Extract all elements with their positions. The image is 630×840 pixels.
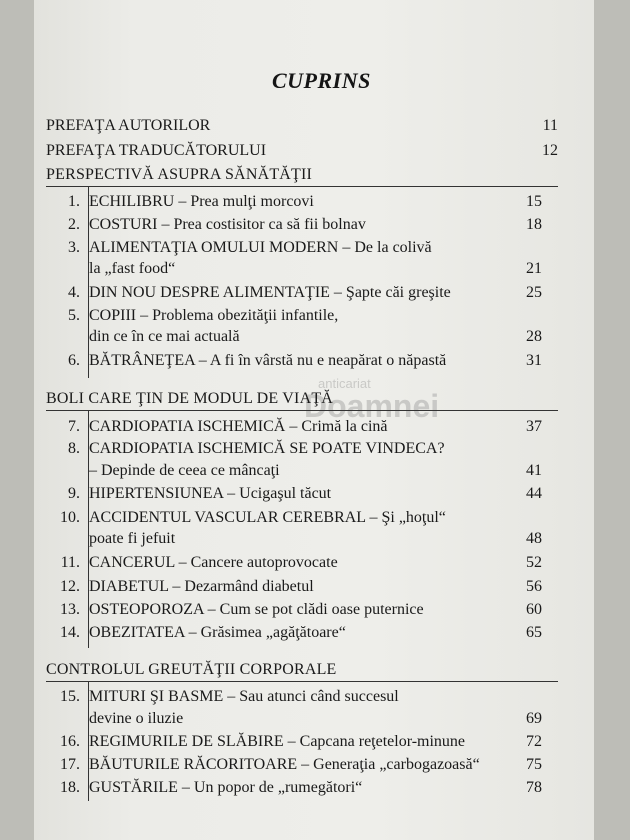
entry-label: PREFAŢA AUTORILOR: [46, 117, 211, 134]
entry-label: DIABETUL – Dezarmând diabetul: [89, 578, 314, 595]
entry-number: 13.: [60, 601, 80, 618]
entry-number: 1.: [68, 193, 80, 210]
entry-number: 9.: [68, 485, 80, 502]
entry-label: DIN NOU DESPRE ALIMENTAŢIE – Şapte căi greşite: [89, 284, 451, 301]
page-title: CUPRINS: [272, 68, 371, 93]
toc-entry-authors-preface[interactable]: [46, 117, 558, 135]
entry-number: 4.: [68, 284, 80, 301]
entry-label-continued: – Depinde de ceea ce mâncaţi: [89, 462, 280, 479]
entry-page: 12: [542, 142, 558, 159]
entry-label-continued: din ce în ce mai actuală: [89, 328, 240, 345]
entry-page: 21: [526, 260, 542, 277]
entry-label: COPIII – Problema obezităţii infantile,: [89, 307, 339, 324]
entry-page: 25: [526, 284, 542, 301]
entry-number: 11.: [60, 554, 80, 571]
entry-label-continued: poate fi jefuit: [89, 530, 176, 547]
entry-label: OBEZITATEA – Grăsimea „agăţătoare“: [89, 624, 346, 641]
entry-number: 18.: [60, 779, 80, 796]
entry-page: 48: [526, 530, 542, 547]
entry-label: CARDIOPATIA ISCHEMICĂ SE POATE VINDECA?: [89, 440, 445, 457]
section-vertical-rule: [88, 186, 89, 378]
entry-page: 11: [542, 117, 558, 134]
table-of-contents: [34, 0, 594, 840]
section-divider: [46, 410, 558, 411]
entry-page: 69: [526, 710, 542, 727]
entry-label: GUSTĂRILE – Un popor de „rumegători“: [89, 779, 363, 796]
entry-number: 6.: [68, 352, 80, 369]
entry-page: 15: [526, 193, 542, 210]
entry-number: 14.: [60, 624, 80, 641]
entry-label-continued: la „fast food“: [89, 260, 176, 277]
entry-number: 12.: [60, 578, 80, 595]
entry-label: REGIMURILE DE SLĂBIRE – Capcana reţetelor-minune: [89, 733, 466, 750]
entry-label: ALIMENTAŢIA OMULUI MODERN – De la colivă: [89, 239, 432, 256]
section-heading-weight-control: CONTROLUL GREUTĂŢII CORPORALE: [46, 661, 337, 678]
book-page: [34, 0, 594, 840]
watermark-small: anticariat: [318, 376, 371, 391]
entry-number: 3.: [68, 239, 80, 256]
entry-page: 56: [526, 578, 542, 595]
entry-number: 15.: [60, 688, 80, 705]
entry-label: COSTURI – Prea costisitor ca să fii bolnav: [89, 216, 366, 233]
entry-label: BĂUTURILE RĂCORITOARE – Generaţia „carbogazoasă“: [89, 756, 480, 773]
entry-number: 2.: [68, 216, 80, 233]
entry-page: 60: [526, 601, 542, 618]
watermark-big: Doamnei: [304, 388, 440, 424]
entry-label-continued: devine o iluzie: [89, 710, 184, 727]
entry-label: MITURI ŞI BASME – Sau atunci când succesul: [89, 688, 399, 705]
entry-page: 18: [526, 216, 542, 233]
section-divider: [46, 681, 558, 682]
entry-page: 65: [526, 624, 542, 641]
entry-page: 52: [526, 554, 542, 571]
entry-page: 41: [526, 462, 542, 479]
section-heading-health-perspective: PERSPECTIVĂ ASUPRA SĂNĂTĂŢII: [46, 166, 313, 183]
entry-label: CARDIOPATIA ISCHEMICĂ – Crimă la cină: [89, 418, 388, 435]
section-heading-lifestyle-diseases: BOLI CARE ŢIN DE MODUL DE VIAŢĂ: [46, 390, 334, 407]
entry-page: 78: [526, 779, 542, 796]
entry-label: ECHILIBRU – Prea mulţi morcovi: [89, 193, 314, 210]
entry-number: 7.: [68, 418, 80, 435]
entry-page: 75: [526, 756, 542, 773]
entry-label: OSTEOPOROZA – Cum se pot clădi oase puternice: [89, 601, 424, 618]
entry-label: CANCERUL – Cancere autoprovocate: [89, 554, 338, 571]
entry-number: 10.: [60, 509, 80, 526]
entry-page: 44: [526, 485, 542, 502]
section-divider: [46, 186, 558, 187]
entry-page: 31: [526, 352, 542, 369]
entry-label: PREFAŢA TRADUCĂTORULUI: [46, 142, 267, 159]
entry-label: BĂTRÂNEŢEA – A fi în vârstă nu e neapărat o năpastă: [89, 352, 447, 369]
entry-number: 16.: [60, 733, 80, 750]
entry-page: 28: [526, 328, 542, 345]
entry-page: 72: [526, 733, 542, 750]
entry-number: 5.: [68, 307, 80, 324]
toc-entry-translator-preface[interactable]: [46, 142, 558, 160]
entry-number: 8.: [68, 440, 80, 457]
entry-label: HIPERTENSIUNEA – Ucigaşul tăcut: [89, 485, 332, 502]
entry-number: 17.: [60, 756, 80, 773]
entry-page: 37: [526, 418, 542, 435]
entry-label: ACCIDENTUL VASCULAR CEREBRAL – Şi „hoţul“: [89, 509, 446, 526]
